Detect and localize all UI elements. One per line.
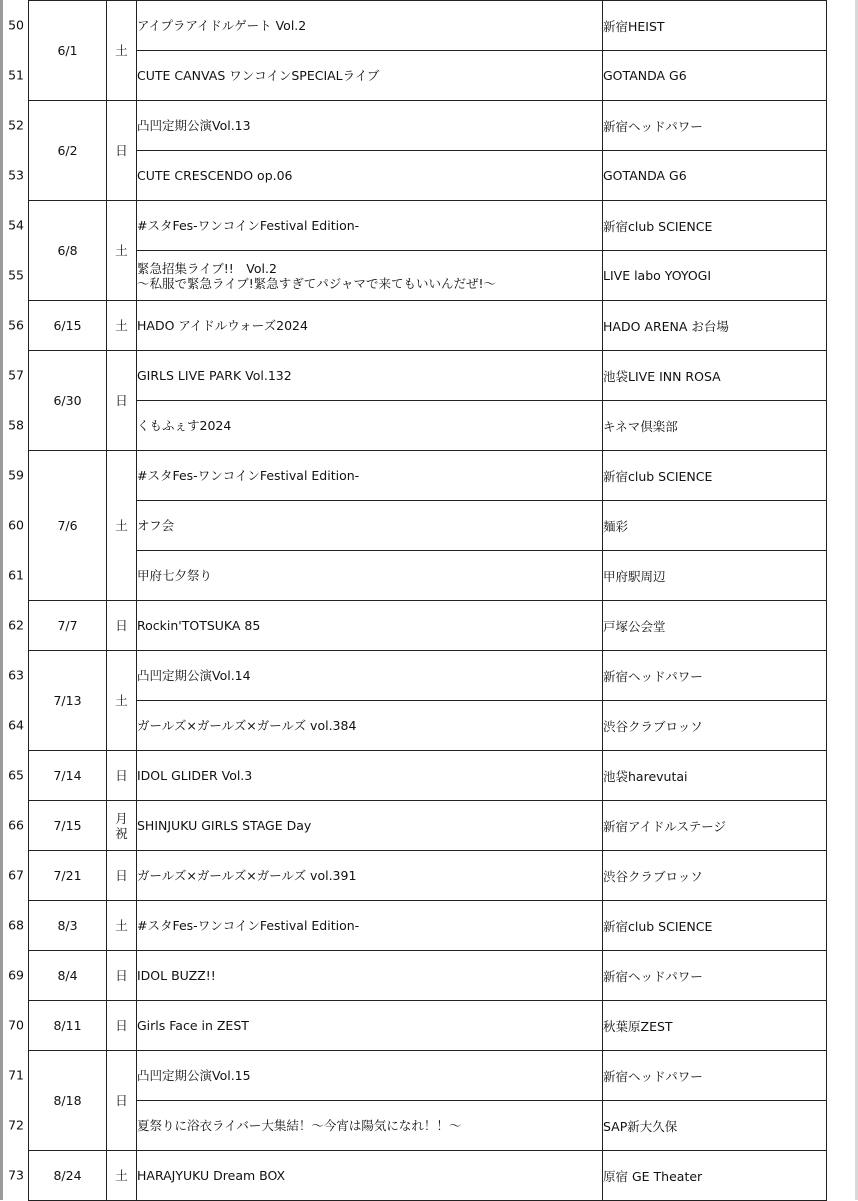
table-row xyxy=(29,1,827,51)
event-weekday xyxy=(107,601,137,651)
row-number: 64 xyxy=(8,717,24,733)
event-schedule-table xyxy=(28,0,827,1201)
event-venue: 渋谷クラブロッソ xyxy=(603,851,827,901)
event-title xyxy=(137,701,603,751)
table-row xyxy=(29,301,827,351)
event-weekday xyxy=(107,201,137,301)
event-title-line: 夏祭りに浴衣ライバー大集結！～今宵は陽気になれ！！～ xyxy=(137,1118,462,1133)
event-title xyxy=(137,901,603,951)
event-title-line: 凸凹定期公演Vol.14 xyxy=(137,668,251,683)
event-weekday xyxy=(107,901,137,951)
event-weekday xyxy=(107,751,137,801)
event-title-line: #スタFes-ワンコインFestival Edition- xyxy=(137,468,360,483)
event-title xyxy=(137,551,603,601)
event-title xyxy=(137,651,603,701)
event-weekday xyxy=(107,351,137,451)
table-row xyxy=(29,1001,827,1051)
event-venue: GOTANDA G6 xyxy=(603,51,827,101)
event-venue: 池袋harevutai xyxy=(603,751,827,801)
event-date: 8/4 xyxy=(29,951,107,1001)
event-venue: 秋葉原ZEST xyxy=(603,1001,827,1051)
weekday-char: 土 xyxy=(115,318,128,333)
table-row xyxy=(29,151,827,201)
row-number: 58 xyxy=(8,417,24,433)
table-row xyxy=(29,351,827,401)
event-title xyxy=(137,1051,603,1101)
table-row xyxy=(29,101,827,151)
event-weekday xyxy=(107,451,137,601)
weekday-char: 日 xyxy=(115,618,128,633)
row-number: 71 xyxy=(8,1067,24,1083)
event-title-line: ～私服で緊急ライブ!緊急すぎてパジャマで来てもいいんだぜ!～ xyxy=(137,275,497,291)
event-title xyxy=(137,451,603,501)
row-number: 54 xyxy=(8,217,24,233)
event-date: 8/11 xyxy=(29,1001,107,1051)
event-title xyxy=(137,401,603,451)
event-weekday xyxy=(107,101,137,201)
table-row xyxy=(29,51,827,101)
event-title xyxy=(137,751,603,801)
table-row xyxy=(29,401,827,451)
row-number: 53 xyxy=(8,167,24,183)
weekday-char: 祝 xyxy=(115,825,128,841)
row-number: 55 xyxy=(8,267,24,283)
row-number: 67 xyxy=(8,867,24,883)
table-row xyxy=(29,1151,827,1201)
table-row xyxy=(29,851,827,901)
event-title-line: 凸凹定期公演Vol.13 xyxy=(137,118,251,133)
event-title xyxy=(137,851,603,901)
event-title-line: ガールズ×ガールズ×ガールズ vol.391 xyxy=(137,868,357,883)
table-row xyxy=(29,651,827,701)
event-weekday xyxy=(107,951,137,1001)
event-venue: LIVE labo YOYOGI xyxy=(603,251,827,301)
event-title xyxy=(137,1,603,51)
event-title-line: HADO アイドルウォーズ2024 xyxy=(137,318,308,333)
event-title-line: SHINJUKU GIRLS STAGE Day xyxy=(137,818,312,833)
weekday-char: 日 xyxy=(115,1093,128,1108)
event-title-line: オフ会 xyxy=(137,518,175,533)
event-date: 6/30 xyxy=(29,351,107,451)
event-title-line: アイプラアイドルゲート Vol.2 xyxy=(137,18,307,33)
weekday-char: 土 xyxy=(115,693,128,708)
event-venue: 渋谷クラブロッソ xyxy=(603,701,827,751)
event-title xyxy=(137,301,603,351)
table-row xyxy=(29,701,827,751)
weekday-char: 土 xyxy=(115,243,128,258)
event-venue: 新宿club SCIENCE xyxy=(603,201,827,251)
event-weekday xyxy=(107,1051,137,1151)
event-date: 8/18 xyxy=(29,1051,107,1151)
table-row xyxy=(29,501,827,551)
event-venue: 新宿ヘッドパワー xyxy=(603,101,827,151)
event-date: 7/7 xyxy=(29,601,107,651)
event-venue: 新宿ヘッドパワー xyxy=(603,951,827,1001)
row-number: 51 xyxy=(8,67,24,83)
event-title xyxy=(137,51,603,101)
row-number: 73 xyxy=(8,1167,24,1183)
row-number: 56 xyxy=(8,317,24,333)
event-venue: 新宿アイドルステージ xyxy=(603,801,827,851)
weekday-char: 土 xyxy=(115,43,128,58)
event-weekday xyxy=(107,301,137,351)
table-row xyxy=(29,801,827,851)
row-number: 57 xyxy=(8,367,24,383)
event-venue: 新宿club SCIENCE xyxy=(603,901,827,951)
row-number: 59 xyxy=(8,467,24,483)
row-number: 70 xyxy=(8,1017,24,1033)
table-row xyxy=(29,901,827,951)
event-title-line: HARAJYUKU Dream BOX xyxy=(137,1168,286,1183)
table-row xyxy=(29,751,827,801)
event-title-line: IDOL GLIDER Vol.3 xyxy=(137,768,253,783)
event-venue: 新宿HEIST xyxy=(603,1,827,51)
event-title xyxy=(137,251,603,301)
table-row xyxy=(29,601,827,651)
row-number: 63 xyxy=(8,667,24,683)
row-number: 62 xyxy=(8,617,24,633)
row-number: 66 xyxy=(8,817,24,833)
row-number: 52 xyxy=(8,117,24,133)
event-venue: SAP新大久保 xyxy=(603,1101,827,1151)
event-title xyxy=(137,951,603,1001)
event-title-line: CUTE CRESCENDO op.06 xyxy=(137,168,293,183)
table-row xyxy=(29,951,827,1001)
row-number: 65 xyxy=(8,767,24,783)
event-weekday xyxy=(107,1,137,101)
event-weekday xyxy=(107,651,137,751)
event-venue: 戸塚公会堂 xyxy=(603,601,827,651)
event-title xyxy=(137,101,603,151)
row-number: 72 xyxy=(8,1117,24,1133)
event-date: 7/15 xyxy=(29,801,107,851)
event-title xyxy=(137,351,603,401)
weekday-char: 日 xyxy=(115,768,128,783)
event-date: 6/1 xyxy=(29,1,107,101)
row-number-column xyxy=(0,0,28,1200)
event-date: 7/6 xyxy=(29,451,107,601)
event-title-line: 甲府七夕祭り xyxy=(137,568,213,583)
event-title-line: 緊急招集ライブ!! Vol.2 xyxy=(137,260,277,276)
event-venue: キネマ倶楽部 xyxy=(603,401,827,451)
event-date: 6/8 xyxy=(29,201,107,301)
weekday-char: 日 xyxy=(115,968,128,983)
event-venue: 新宿ヘッドパワー xyxy=(603,1051,827,1101)
event-title-line: Rockin'TOTSUKA 85 xyxy=(137,618,261,633)
event-title-line: くもふぇす2024 xyxy=(137,418,232,433)
weekday-char: 土 xyxy=(115,518,128,533)
event-weekday xyxy=(107,851,137,901)
table-row xyxy=(29,251,827,301)
weekday-char: 日 xyxy=(115,393,128,408)
event-venue: 甲府駅周辺 xyxy=(603,551,827,601)
event-date: 6/2 xyxy=(29,101,107,201)
weekday-char: 日 xyxy=(115,1018,128,1033)
event-venue: 原宿 GE Theater xyxy=(603,1151,827,1201)
event-title xyxy=(137,801,603,851)
event-title-line: IDOL BUZZ!! xyxy=(137,968,216,983)
weekday-char: 月 xyxy=(115,810,128,826)
event-date: 7/13 xyxy=(29,651,107,751)
event-venue: 新宿ヘッドパワー xyxy=(603,651,827,701)
event-date: 7/14 xyxy=(29,751,107,801)
row-number: 60 xyxy=(8,517,24,533)
weekday-char: 土 xyxy=(115,918,128,933)
event-venue: HADO ARENA お台場 xyxy=(603,301,827,351)
row-number: 61 xyxy=(8,567,24,583)
event-title-line: 凸凹定期公演Vol.15 xyxy=(137,1068,251,1083)
table-row xyxy=(29,1051,827,1101)
event-date: 7/21 xyxy=(29,851,107,901)
event-weekday xyxy=(107,1001,137,1051)
event-venue: 池袋LIVE INN ROSA xyxy=(603,351,827,401)
event-title-line: #スタFes-ワンコインFestival Edition- xyxy=(137,218,360,233)
row-number: 50 xyxy=(8,17,24,33)
event-title-line: GIRLS LIVE PARK Vol.132 xyxy=(137,368,292,383)
table-row xyxy=(29,201,827,251)
weekday-char: 日 xyxy=(115,868,128,883)
event-title xyxy=(137,601,603,651)
event-title-line: CUTE CANVAS ワンコインSPECIALライブ xyxy=(137,68,380,83)
row-number: 69 xyxy=(8,967,24,983)
table-row xyxy=(29,551,827,601)
table-row xyxy=(29,451,827,501)
event-title xyxy=(137,201,603,251)
event-venue: 新宿club SCIENCE xyxy=(603,451,827,501)
event-title xyxy=(137,1001,603,1051)
event-title xyxy=(137,151,603,201)
event-title-line: Girls Face in ZEST xyxy=(137,1018,249,1033)
event-title-line: #スタFes-ワンコインFestival Edition- xyxy=(137,918,360,933)
event-weekday xyxy=(107,1151,137,1201)
event-date: 8/24 xyxy=(29,1151,107,1201)
event-weekday xyxy=(107,801,137,851)
weekday-char: 土 xyxy=(115,1168,128,1183)
row-number: 68 xyxy=(8,917,24,933)
table-row xyxy=(29,1101,827,1151)
event-venue: 麺彩 xyxy=(603,501,827,551)
event-title-line: ガールズ×ガールズ×ガールズ vol.384 xyxy=(137,718,357,733)
event-title xyxy=(137,501,603,551)
event-venue: GOTANDA G6 xyxy=(603,151,827,201)
event-date: 8/3 xyxy=(29,901,107,951)
event-title xyxy=(137,1101,603,1151)
event-title xyxy=(137,1151,603,1201)
weekday-char: 日 xyxy=(115,143,128,158)
event-date: 6/15 xyxy=(29,301,107,351)
